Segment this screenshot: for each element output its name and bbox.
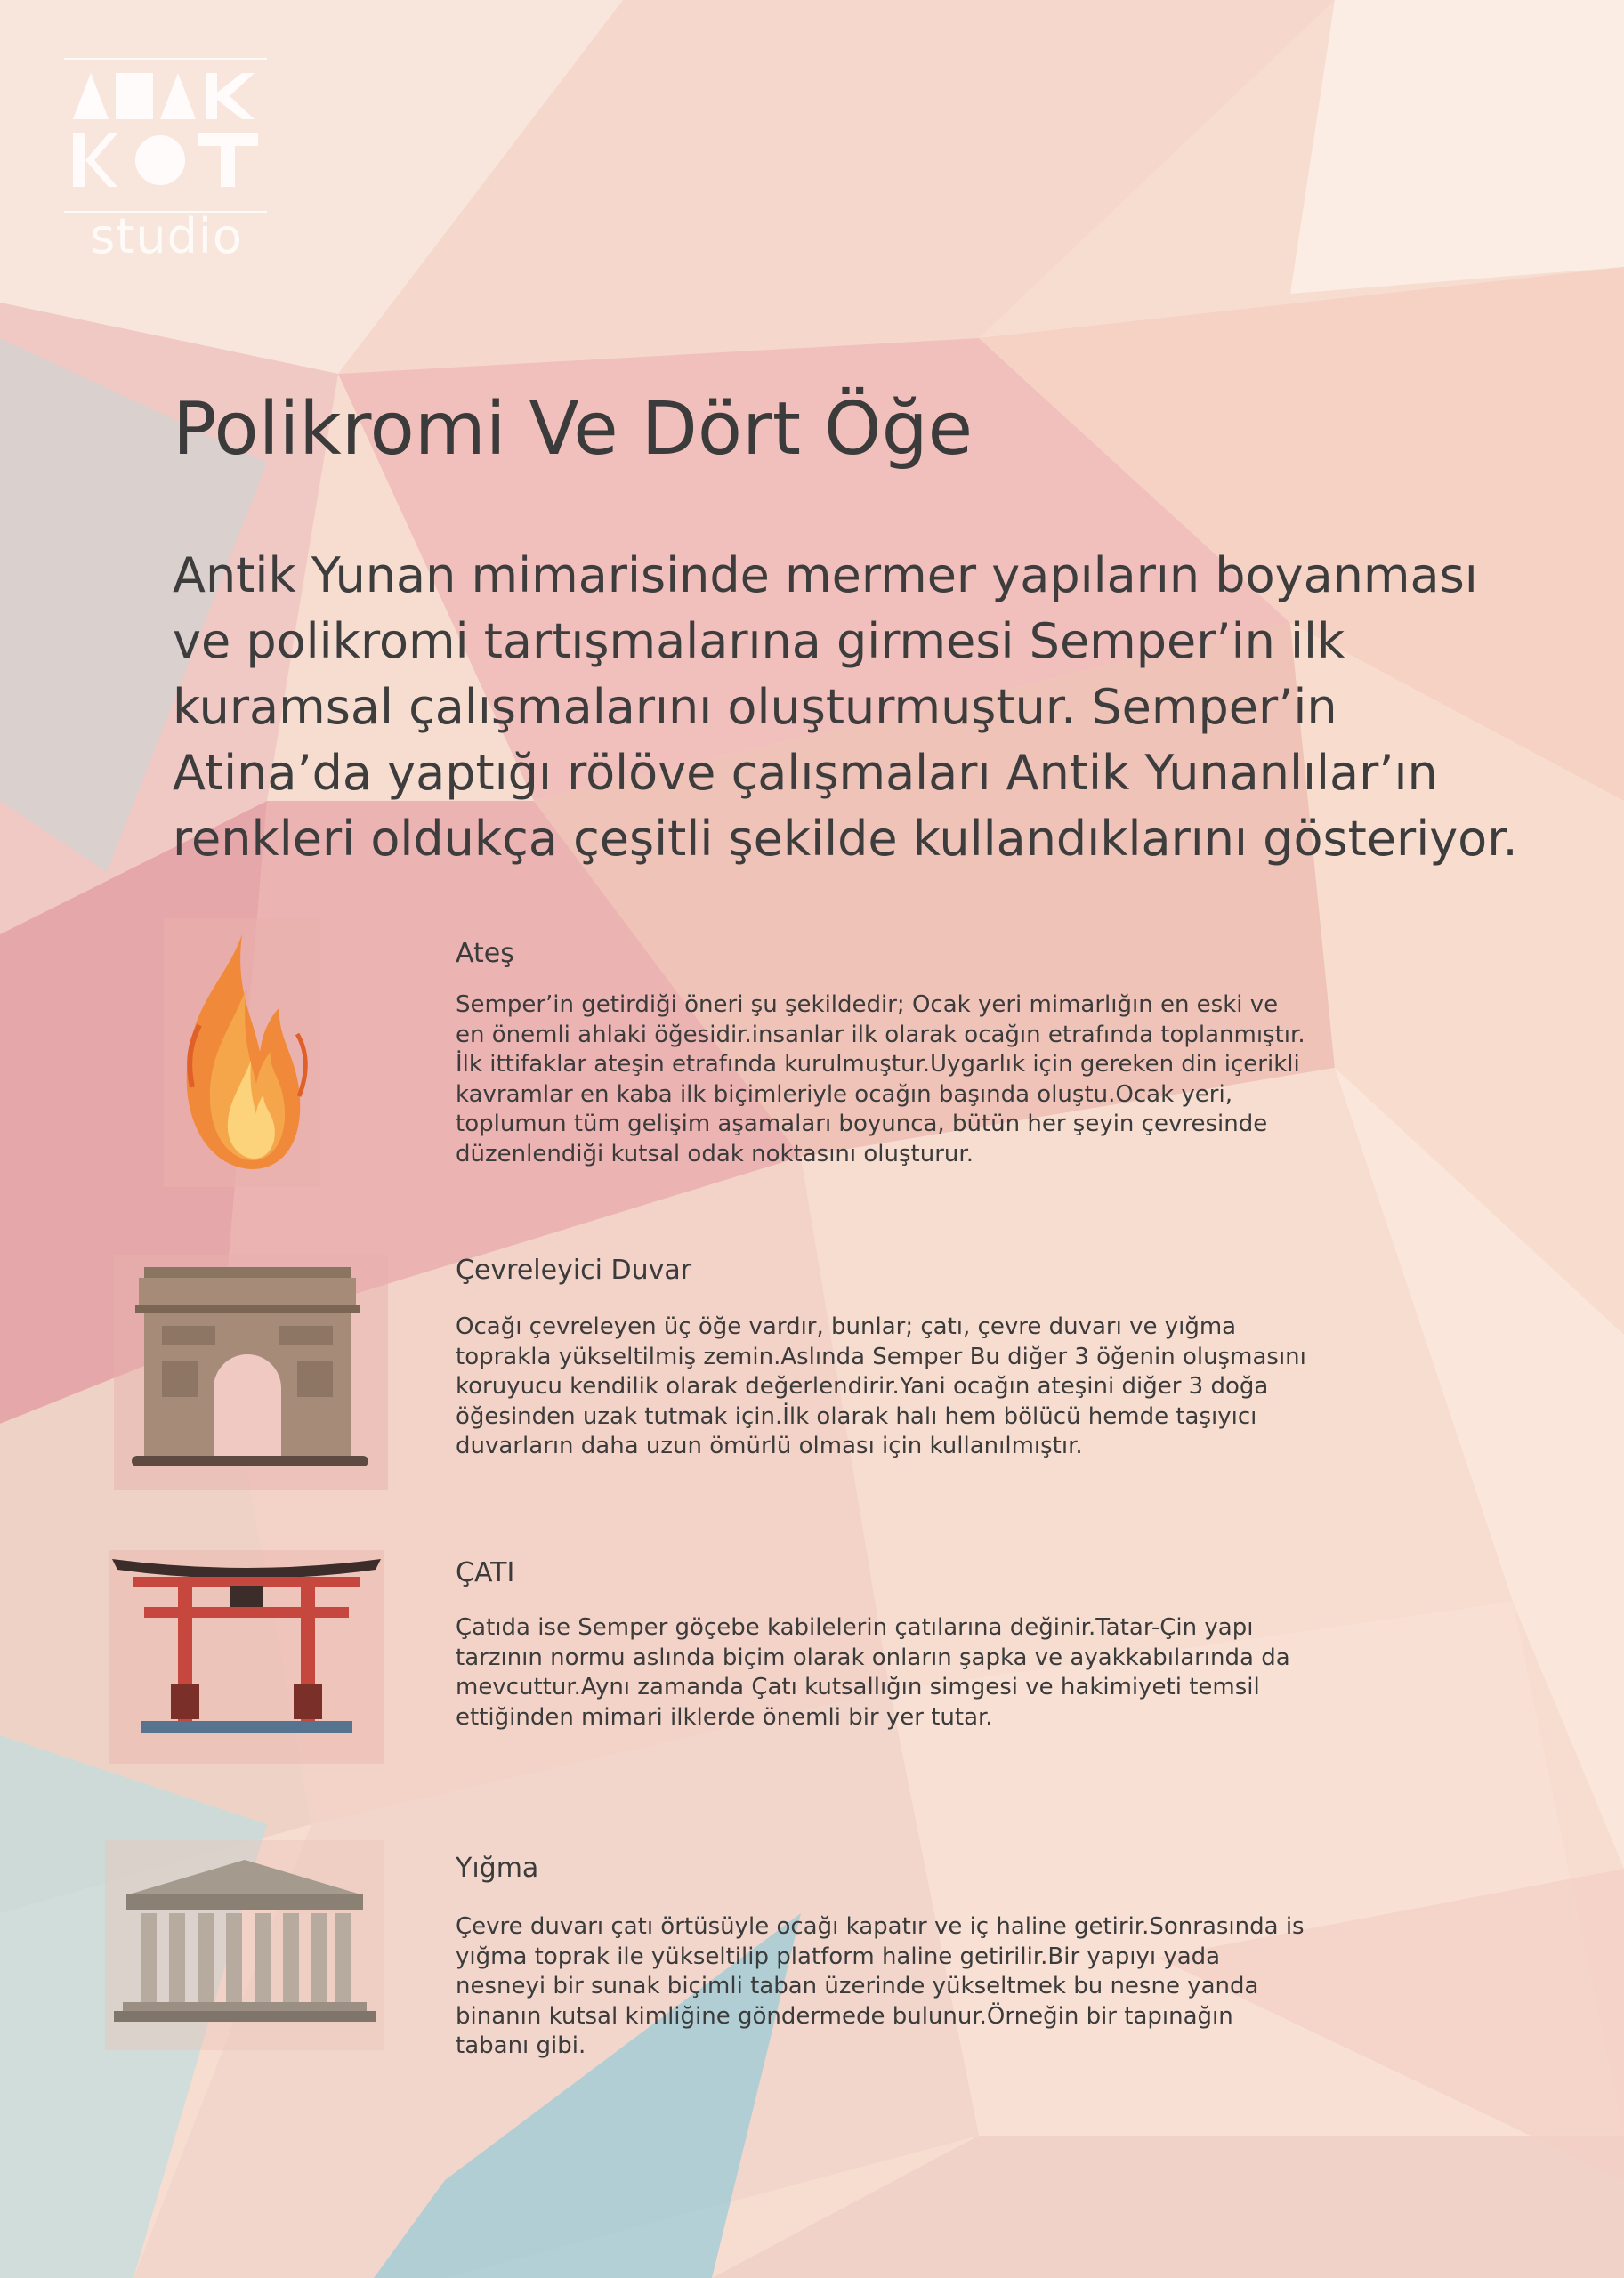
item-text-ates: Semper’in getirdiği öneri şu şekildedir; Ocak yeri mimarlığın en eski ve en önemli ahlaki öğesidir.insanlar ilk olarak ocağın etrafında toplanmıştır. İlk ittifaklar ateşin etrafında kurulmuştur.Uygarlık için gereken din içerikli kavramlar en kaba ilk biçimleriyle ocağın başında oluştu.Ocak yeri, toplumun tüm gelişim aşamaları boyunca, bütün her şeyin çevresinde düzenlendiği kutsal odak noktasını oluşturur. — [456, 991, 1305, 1167]
studio-logo — [64, 55, 269, 264]
greek-temple-icon — [105, 1840, 384, 2050]
torii-gate-icon — [109, 1550, 384, 1764]
item-text-cevreleyici-duvar: Ocağı çevreleyen üç öğe vardır, bunlar; çatı, çevre duvarı ve yığma toprakla yükseltilmiş zemin.Aslında Semper Bu diğer 3 öğenin oluşmasını koruyucu kendilik olarak değerlendirir.Yani ocağın ateşini diğer 3 doğa öğesinden uzak tutmak için.İlk olarak halı hem bölücü hemde taşıyıcı duvarların daha uzun ömürlü olması için kullanılmıştır. — [456, 1313, 1306, 1459]
item-title-yigma: Yığma — [456, 1853, 539, 1884]
triumphal-arch-icon — [114, 1255, 388, 1490]
item-title-cevreleyici-duvar: Çevreleyici Duvar — [456, 1255, 692, 1286]
logo-wordmark: studio — [90, 208, 243, 264]
intro-paragraph: Antik Yunan mimarisinde mermer yapıların boyanması ve polikromi tartışmalarına girmesi Semper’in ilk kuramsal çalışmalarını oluşturmuştur. Semper’in Atina’da yaptığı rölöve çalışmaları Antik Yunanlılar’ın renkleri oldukça çeşitli şekilde kullandıklarını gösteriyor. — [173, 547, 1518, 867]
item-text-yigma: Çevre duvarı çatı örtüsüyle ocağı kapatır ve iç haline getirir.Sonrasında is yığma toprak ile yükseltilip platform haline getirilir.Bir yapıyı yada nesneyi bir sunak biçimli taban üzerinde yükseltmek bu nesne yanda binanın kutsal kimliğine göndermede bulunur.Örneğin bir tapınağın tabanı gibi. — [456, 1913, 1305, 2059]
logo-mark-icon — [64, 55, 269, 215]
item-title-cati: ÇATI — [456, 1557, 515, 1588]
flame-icon — [164, 918, 320, 1187]
page-title: Polikromi Ve Dört Öğe — [173, 387, 974, 472]
item-text-cati: Çatıda ise Semper göçebe kabilelerin çatılarına değinir.Tatar-Çin yapı tarzının normu aslında biçim olarak onların şapka ve ayakkabılarında da mevcuttur.Aynı zamanda Çatı kutsallığın simgesi ve hakimiyeti temsil ettiğinden mimari ilklerde önemli bir yer tutar. — [456, 1614, 1290, 1731]
item-title-ates: Ateş — [456, 938, 514, 969]
